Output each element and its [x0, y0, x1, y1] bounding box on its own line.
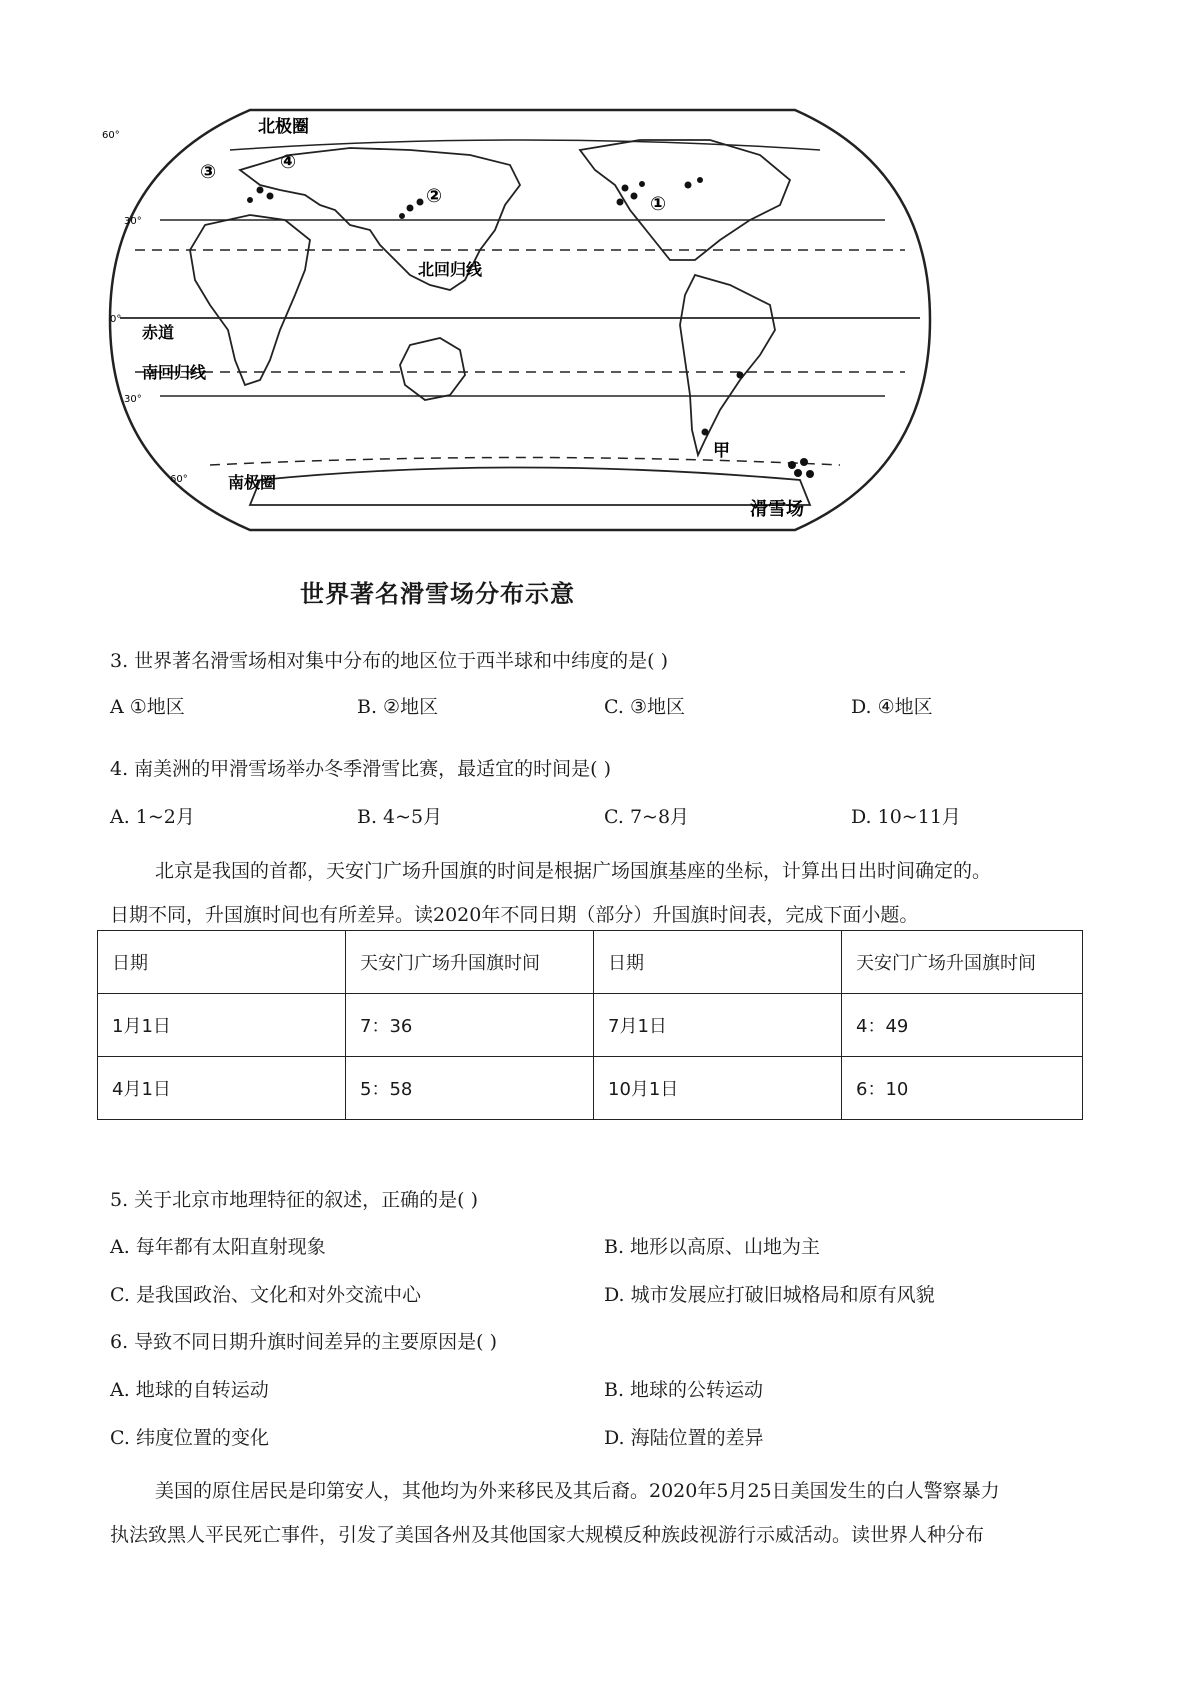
legend-ski-resort: 滑雪场: [750, 499, 804, 520]
ski-resort-map: [102, 110, 930, 530]
table-cell: 6：10: [842, 1057, 1083, 1120]
marker-4: ④: [280, 151, 297, 173]
question-6-stem: 6. 导致不同日期升旗时间差异的主要原因是( ): [110, 1331, 498, 1353]
lat-label-eq: 0°: [110, 314, 122, 325]
intro2-line1: 美国的原住居民是印第安人，其他均为外来移民及其后裔。2020年5月25日美国发生的白人警察暴力: [155, 1480, 1000, 1502]
label-tropic-cancer: 北回归线: [418, 260, 483, 279]
q3-option-b: B. ②地区: [357, 696, 439, 718]
question-4-stem: 4. 南美洲的甲滑雪场举办冬季滑雪比赛，最适宜的时间是( ): [110, 758, 612, 780]
q6-option-d: D. 海陆位置的差异: [604, 1427, 764, 1449]
question-5-stem: 5. 关于北京市地理特征的叙述，正确的是( ): [110, 1189, 479, 1211]
ski-resort-dots: [247, 177, 814, 478]
q5-option-d: D. 城市发展应打破旧城格局和原有风貌: [604, 1284, 935, 1306]
intro1-line2: 日期不同，升国旗时间也有所差异。读2020年不同日期（部分）升国旗时间表，完成下面小题。: [110, 904, 919, 926]
table-cell: 日期: [98, 931, 346, 994]
table-cell: 天安门广场升国旗时间: [842, 931, 1083, 994]
table-cell: 1月1日: [98, 994, 346, 1057]
q5-option-c: C. 是我国政治、文化和对外交流中心: [110, 1284, 421, 1306]
table-cell: 10月1日: [594, 1057, 842, 1120]
flag-raising-time-table: [97, 930, 1083, 1120]
lat-label-n60: 60°: [102, 130, 120, 141]
question-3-stem: 3. 世界著名滑雪场相对集中分布的地区位于西半球和中纬度的是( ): [110, 650, 669, 672]
table-row: [98, 994, 1083, 1057]
table-cell: 天安门广场升国旗时间: [346, 931, 594, 994]
antarctica-landmass: [250, 468, 810, 506]
label-arctic-circle: 北极圈: [258, 117, 309, 137]
world-map-figure: [102, 110, 930, 530]
q5-option-b: B. 地形以高原、山地为主: [604, 1236, 821, 1258]
lat-label-s60: 60°: [170, 474, 188, 485]
table-cell: 4：49: [842, 994, 1083, 1057]
label-equator: 赤道: [142, 323, 175, 342]
q4-option-a: A. 1~2月: [110, 806, 195, 828]
q6-option-c: C. 纬度位置的变化: [110, 1427, 269, 1449]
map-caption: 世界著名滑雪场分布示意: [300, 580, 575, 608]
marker-1: ①: [650, 193, 667, 215]
marker-3: ③: [200, 161, 217, 183]
q3-option-a: A ①地区: [110, 696, 185, 718]
table-header-row: [98, 931, 1083, 994]
australia-landmass: [400, 338, 465, 400]
q4-option-b: B. 4~5月: [357, 806, 443, 828]
q3-option-c: C. ③地区: [604, 696, 685, 718]
intro2-line2: 执法致黑人平民死亡事件，引发了美国各州及其他国家大规模反种族歧视游行示威活动。读世界人种分布: [110, 1524, 985, 1546]
table-row: [98, 1057, 1083, 1120]
q5-option-a: A. 每年都有太阳直射现象: [110, 1236, 326, 1258]
label-tropic-capricorn: 南回归线: [142, 363, 207, 382]
label-antarctic-circle: 南极圈: [228, 473, 277, 492]
arctic-circle-line: [230, 140, 820, 150]
table-cell: 4月1日: [98, 1057, 346, 1120]
q4-option-c: C. 7~8月: [604, 806, 690, 828]
q6-option-a: A. 地球的自转运动: [110, 1379, 269, 1401]
south-america-landmass: [680, 275, 775, 455]
lat-label-n30: 30°: [124, 216, 142, 227]
q6-option-b: B. 地球的公转运动: [604, 1379, 764, 1401]
table-cell: 日期: [594, 931, 842, 994]
q4-option-d: D. 10~11月: [851, 806, 961, 828]
table-cell: 7月1日: [594, 994, 842, 1057]
table-cell: 5：58: [346, 1057, 594, 1120]
intro1-line1: 北京是我国的首都，天安门广场升国旗的时间是根据广场国旗基座的坐标，计算出日出时间确定的。: [155, 860, 992, 882]
label-place-jia: 甲: [713, 441, 730, 461]
africa-landmass: [190, 215, 310, 385]
north-america-landmass: [580, 140, 790, 260]
antarctic-circle-line: [210, 458, 840, 466]
marker-2: ②: [426, 185, 443, 207]
q3-option-d: D. ④地区: [851, 696, 933, 718]
table-cell: 7：36: [346, 994, 594, 1057]
lat-label-s30: 30°: [124, 394, 142, 405]
